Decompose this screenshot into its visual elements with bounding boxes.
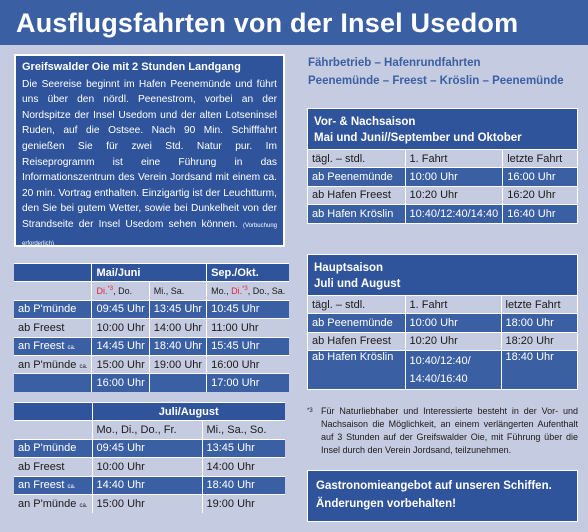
- season1-title-1: Vor- & Nachsaison: [314, 116, 416, 128]
- season1-title: [308, 109, 577, 149]
- stop-label: ab P'münde: [18, 442, 77, 455]
- cell: 16:20 Uhr: [503, 186, 577, 204]
- cell: [14, 458, 92, 476]
- cell: 09:45 Uhr: [92, 439, 202, 457]
- cell: 15:00 Uhr: [92, 494, 202, 512]
- cell: 13:45 Uhr: [149, 300, 206, 318]
- cell: 14:00 Uhr: [202, 458, 285, 476]
- cell: [207, 282, 290, 300]
- table-header-row: [308, 296, 577, 314]
- page-title: Ausflugsfahrten von der Insel Usedom: [0, 0, 588, 45]
- cell: [14, 355, 92, 373]
- stop-label: an P'münde: [18, 358, 77, 371]
- days: , Do.: [113, 286, 133, 297]
- cell: 18:00 Uhr: [501, 314, 577, 332]
- cell: ab Hafen Kröslin: [308, 351, 405, 389]
- season1-table: [308, 149, 577, 223]
- cell: 10:45 Uhr: [207, 300, 290, 318]
- gastronomy-line-1: Gastronomieangebot auf unseren Schiffen.: [316, 480, 552, 492]
- cell: [14, 476, 92, 494]
- season2-table: [308, 295, 577, 389]
- cell: 16:00 Uhr: [503, 168, 577, 186]
- cell: 1. Fahrt: [405, 150, 503, 168]
- oie-table-1: [14, 263, 289, 392]
- table-subheader-row: [14, 421, 285, 439]
- cell: 17:00 Uhr: [207, 374, 290, 392]
- cell: Sep./Okt.: [207, 264, 290, 282]
- cell: Mi., Sa.: [149, 282, 206, 300]
- cell: Mo., Di., Do., Fr.: [92, 421, 202, 439]
- cell: 14:45 Uhr: [92, 337, 149, 355]
- cell: ab Hafen Freest: [308, 186, 405, 204]
- cell: 16:00 Uhr: [207, 355, 290, 373]
- cell: [405, 351, 501, 389]
- cell: 10:20 Uhr: [405, 332, 501, 350]
- cell: 10:20 Uhr: [405, 186, 503, 204]
- cell: [92, 282, 149, 300]
- stop-label: an Freest: [18, 479, 65, 492]
- cell: ab Peenemünde: [308, 168, 405, 186]
- oie-description-box: [14, 54, 285, 247]
- days: Mo.,: [211, 286, 232, 297]
- table-row: [308, 205, 577, 223]
- cell: 18:40 Uhr: [501, 351, 577, 389]
- approx-label: ca.: [79, 363, 88, 370]
- cell: Juli/August: [92, 403, 285, 421]
- cell: [14, 300, 92, 318]
- cell: 18:40 Uhr: [202, 476, 285, 494]
- table-row: [308, 351, 577, 389]
- cell: tägl. – stdl.: [308, 296, 405, 314]
- cell: Mai/Juni: [92, 264, 207, 282]
- ferry-line-1: Fährbetrieb – Hafenrundfahrten: [308, 57, 481, 69]
- cell: letzte Fahrt: [501, 296, 577, 314]
- cell: [14, 282, 92, 300]
- oie-table-2: [14, 402, 285, 513]
- table-row: [308, 314, 577, 332]
- cell: 14:40 Uhr: [92, 476, 202, 494]
- season2-title-1: Hauptsaison: [314, 262, 384, 274]
- oie-title: Greifswalder Oie mit 2 Stunden Landgang: [22, 61, 241, 73]
- stop-label: ab Freest: [18, 321, 65, 334]
- cell: ab Hafen Kröslin: [308, 205, 405, 223]
- cell: [14, 374, 92, 392]
- cell: ab Hafen Freest: [308, 332, 405, 350]
- cell: letzte Fahrt: [503, 150, 577, 168]
- cell: [14, 319, 92, 337]
- kroslin-times-2: 14:40/16:40: [409, 372, 468, 385]
- approx-label: ca.: [67, 345, 76, 352]
- footnote-mark: *3: [307, 408, 313, 414]
- table-row: [14, 319, 289, 337]
- season1-timetable: [307, 108, 578, 224]
- table-row: [14, 355, 289, 373]
- table-row: [14, 439, 285, 457]
- ferry-headline: [308, 54, 578, 90]
- kroslin-times-1: 10:40/12:40/: [409, 354, 471, 367]
- cell: 10:00 Uhr: [92, 458, 202, 476]
- cell: 10:00 Uhr: [405, 168, 503, 186]
- table-row: [14, 300, 289, 318]
- oie-timetable-1: [14, 263, 285, 392]
- table-row: [14, 458, 285, 476]
- cell: [14, 403, 92, 421]
- cell: 13:45 Uhr: [202, 439, 285, 457]
- cell: 18:20 Uhr: [501, 332, 577, 350]
- stop-label: an P'münde: [18, 497, 77, 510]
- approx-label: ca.: [67, 484, 76, 491]
- table-row: [14, 374, 289, 392]
- table-row: [308, 186, 577, 204]
- cell: 18:40 Uhr: [149, 337, 206, 355]
- cell: 10:40/12:40/14:40: [405, 205, 503, 223]
- season2-title-2: Juli und August: [314, 278, 401, 290]
- cell: [14, 421, 92, 439]
- cell: 15:00 Uhr: [92, 355, 149, 373]
- cell: 10:00 Uhr: [92, 319, 149, 337]
- cell: 11:00 Uhr: [207, 319, 290, 337]
- red-day: Di.: [96, 286, 108, 297]
- stop-label: an Freest: [18, 340, 65, 353]
- days: , Do., Sa.: [247, 286, 286, 297]
- table-row: [14, 494, 285, 512]
- season2-timetable: [307, 254, 578, 390]
- footnote-mark: *3: [242, 286, 248, 293]
- cell: tägl. – stdl.: [308, 150, 405, 168]
- cell: [14, 439, 92, 457]
- oie-note: (Vorbuchung erforderlich): [22, 222, 277, 247]
- oie-timetable-2: [14, 402, 285, 513]
- cell: 1. Fahrt: [405, 296, 501, 314]
- cell: 09:45 Uhr: [92, 300, 149, 318]
- gastronomy-notice: [307, 470, 578, 522]
- cell: ab Peenemünde: [308, 314, 405, 332]
- table-row: [14, 476, 285, 494]
- cell: 15:45 Uhr: [207, 337, 290, 355]
- footnote: [307, 405, 578, 457]
- oie-text: [22, 77, 277, 253]
- cell: 14:00 Uhr: [149, 319, 206, 337]
- cell: Mi., Sa., So.: [202, 421, 285, 439]
- gastronomy-line-2: Änderungen vorbehalten!: [316, 498, 456, 510]
- footnote-mark: *3: [107, 286, 114, 293]
- cell: [14, 337, 92, 355]
- season2-title: [308, 255, 577, 295]
- season1-title-2: Mai und Juni//September und Oktober: [314, 132, 522, 144]
- table-header-row: [14, 403, 285, 421]
- table-header-row: [308, 150, 577, 168]
- table-subheader-row: [14, 282, 289, 300]
- table-header-row: [14, 264, 289, 282]
- stop-label: ab P'münde: [18, 303, 77, 316]
- cell: 16:40 Uhr: [503, 205, 577, 223]
- cell: [14, 264, 92, 282]
- table-row: [14, 337, 289, 355]
- cell: 19:00 Uhr: [202, 494, 285, 512]
- cell: 10:00 Uhr: [405, 314, 501, 332]
- cell: [149, 374, 206, 392]
- red-day: Di.: [231, 286, 243, 297]
- approx-label: ca.: [79, 502, 88, 509]
- oie-text-body: Die Seereise beginnt im Hafen Peenemünde und führt uns über den nördl. Peenestrom, vorbei an der Nordspitze der Insel Usedom und der alten Lotseninsel Ruden, auf die Ostsee. Nach 90 Min. Schifffahrt genießen Sie für zwei Std. Natur pur. Im Reiseprogramm ist eine Führung in das Informationszentrum des Verein Jordsand mit einem ca. 20 min. Vortrag enthalten. Einzigartig ist der Leuchtturm, den Sie bei gutem Wetter, sowie bei Dunkelheit von der Strandseite der Insel Usedom sehen können.: [22, 78, 277, 230]
- ferry-line-2: Peenemünde – Freest – Kröslin – Peenemünde: [308, 75, 564, 87]
- footnote-text: Für Naturliebhaber und Interessierte besteht in der Vor- und Nachsaison die Möglichkeit, an einem verlängerten Aufenthalt auf 3 Stunden auf der Greifswalder Oie, mit Führung über die Insel durch den Verein Jordsand, teilzunehmen.: [321, 406, 578, 455]
- table-row: [308, 332, 577, 350]
- cell: 16:00 Uhr: [92, 374, 149, 392]
- table-row: [308, 168, 577, 186]
- cell: 19:00 Uhr: [149, 355, 206, 373]
- stop-label: ab Freest: [18, 460, 65, 473]
- cell: [14, 494, 92, 512]
